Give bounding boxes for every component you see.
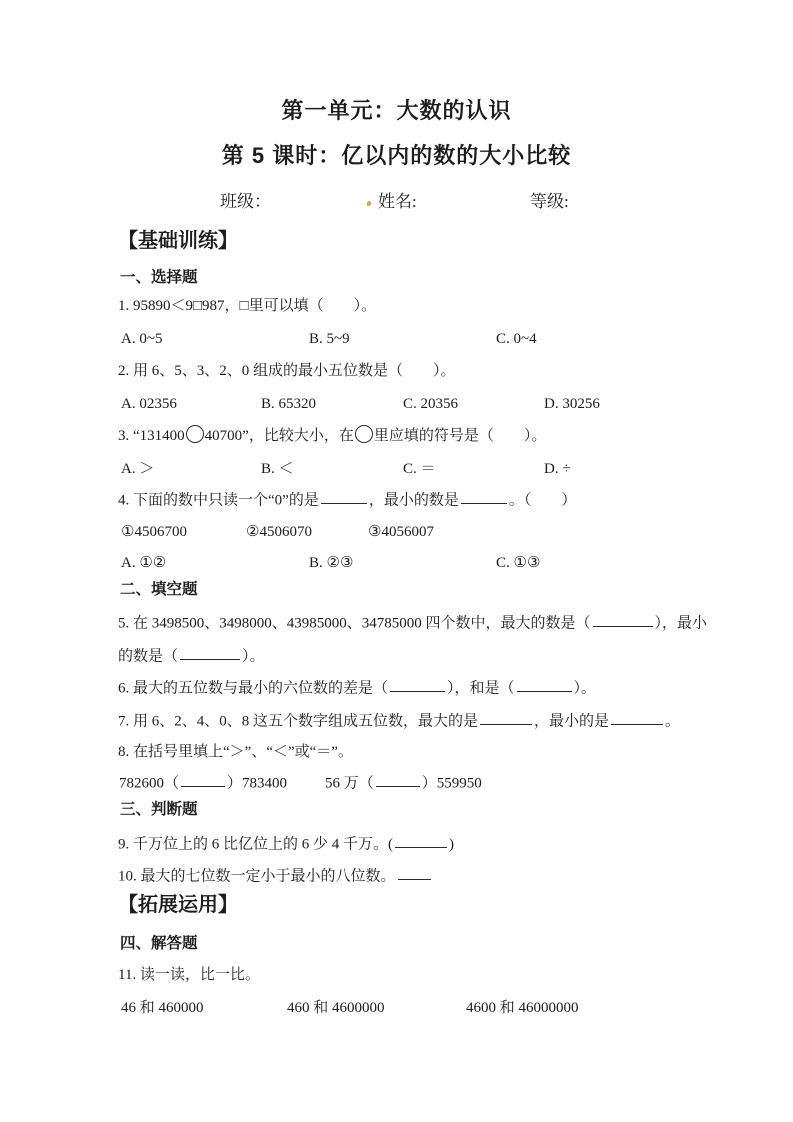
compare-circle-icon	[355, 425, 373, 443]
question-8	[118, 742, 705, 762]
compare-circle-icon	[186, 425, 204, 443]
option-a: A. 02356	[121, 396, 177, 412]
option-a: A. 0~5	[121, 331, 163, 347]
question-9-stem-part1: 9. 千万位上的 6 比亿位上的 6 少 4 千万。(	[118, 836, 393, 853]
part1-heading: 一、选择题	[120, 269, 198, 286]
question-8-stem: 8. 在括号里填上“＞”、“＜”或“＝”。	[118, 744, 353, 760]
number-pair-1: 46 和 460000	[121, 1000, 204, 1016]
question-1-options	[0, 329, 793, 351]
question-7-stem-part2: ，最小的是	[534, 713, 610, 730]
class-label: 班级：	[220, 192, 271, 211]
number-pair-3: 4600 和 46000000	[466, 1000, 579, 1016]
option-b: B. 5~9	[309, 331, 350, 347]
compare-pair-1: 782600（ ）783400	[119, 772, 287, 793]
question-3-options	[0, 459, 793, 481]
question-4-items	[0, 522, 793, 544]
blank-underline	[321, 489, 367, 504]
question-11-stem: 11. 读一读，比一比。	[118, 967, 260, 983]
option-d: D. ÷	[544, 461, 571, 477]
question-9	[118, 833, 705, 854]
question-4-stem-part1: 4. 下面的数中只读一个“0”的是	[118, 492, 319, 509]
question-3-stem-part3: 里应填的符号是（ ）。	[373, 428, 547, 444]
option-b: B. 65320	[261, 396, 317, 412]
question-8-items	[0, 772, 793, 794]
question-11-pairs	[0, 998, 793, 1020]
blank-underline	[181, 772, 225, 787]
option-a: A. ＞	[121, 461, 155, 477]
question-5-stem-part4: ）。	[242, 648, 265, 665]
question-5-stem-part3: 的数是（	[118, 648, 179, 665]
blank-underline	[180, 645, 240, 660]
question-4-options	[0, 553, 793, 575]
part2-heading: 二、填空题	[120, 581, 198, 598]
question-3	[118, 425, 705, 446]
numbered-item-2: ②4506070	[246, 524, 312, 540]
option-b: B. ②③	[309, 555, 354, 571]
question-10-stem: 10. 最大的七位数一定小于最小的八位数。	[118, 868, 396, 885]
blank-underline	[461, 489, 507, 504]
student-info-row	[0, 192, 793, 214]
question-4-stem-part2: ，最小的数是	[368, 492, 459, 509]
option-a: A. ①②	[121, 555, 167, 571]
question-6-stem-part3: ）。	[573, 680, 597, 697]
question-7	[118, 710, 705, 731]
blank-underline	[517, 677, 572, 692]
lesson-title: 第 5 课时：亿以内的数的大小比较	[221, 143, 572, 168]
option-c: C. ①③	[496, 555, 541, 571]
blank-underline	[390, 677, 445, 692]
question-3-stem-part1: 3. “131400	[118, 428, 185, 444]
question-4-stem-part3: 。（ ）	[508, 492, 577, 509]
question-4	[118, 489, 705, 510]
question-6-stem-part2: ），和是（	[447, 680, 515, 697]
blank-underline	[395, 833, 447, 848]
option-c: C. 20356	[403, 396, 459, 412]
question-7-stem-part3: 。	[665, 713, 681, 730]
section-basic-training: 【基础训练】	[118, 230, 238, 252]
name-label: 姓名:	[378, 192, 417, 211]
option-c: C. 0~4	[496, 331, 537, 347]
question-2	[118, 361, 705, 381]
option-b: B. ＜	[261, 461, 294, 477]
stray-mark	[367, 201, 371, 206]
question-5-line2	[118, 645, 705, 666]
blank-underline	[398, 865, 431, 880]
option-d: D. 30256	[544, 396, 600, 412]
question-5-line1	[118, 612, 708, 633]
question-3-stem-part2: 40700”，比较大小，在	[204, 428, 354, 444]
compare-pair-2: 56 万（ ）559950	[325, 772, 482, 793]
question-9-stem-part2: )	[449, 836, 454, 853]
question-5-stem-part1: 5. 在 3498500、3498000、43985000、34785000 四个数中，最大的数是（	[118, 615, 591, 632]
blank-underline	[480, 710, 532, 725]
numbered-item-1: ①4506700	[121, 524, 187, 540]
question-7-stem-part1: 7. 用 6、2、4、0、8 这五个数字组成五位数，最大的是	[118, 713, 479, 730]
part4-heading: 四、解答题	[120, 935, 198, 952]
question-11	[118, 965, 705, 985]
blank-underline	[593, 612, 653, 627]
part3-heading: 三、判断题	[120, 801, 198, 818]
question-2-stem: 2. 用 6、5、3、2、0 组成的最小五位数是（ ）。	[118, 363, 456, 379]
section-extension: 【拓展运用】	[118, 894, 238, 916]
question-1	[118, 296, 705, 316]
question-5-stem-part2: ），最小	[654, 615, 708, 632]
question-2-options	[0, 394, 793, 416]
numbered-item-3: ③4056007	[368, 524, 434, 540]
blank-underline	[376, 772, 420, 787]
blank-underline	[611, 710, 663, 725]
unit-title: 第一单元：大数的认识	[281, 98, 512, 123]
option-c: C. ＝	[403, 461, 436, 477]
question-1-stem: 1. 95890＜9□987，□里可以填（ ）。	[118, 298, 377, 314]
question-10	[118, 865, 705, 886]
number-pair-2: 460 和 4600000	[287, 1000, 385, 1016]
question-6-stem-part1: 6. 最大的五位数与最小的六位数的差是（	[118, 680, 389, 697]
question-6	[118, 677, 705, 698]
grade-label: 等级:	[530, 192, 569, 211]
